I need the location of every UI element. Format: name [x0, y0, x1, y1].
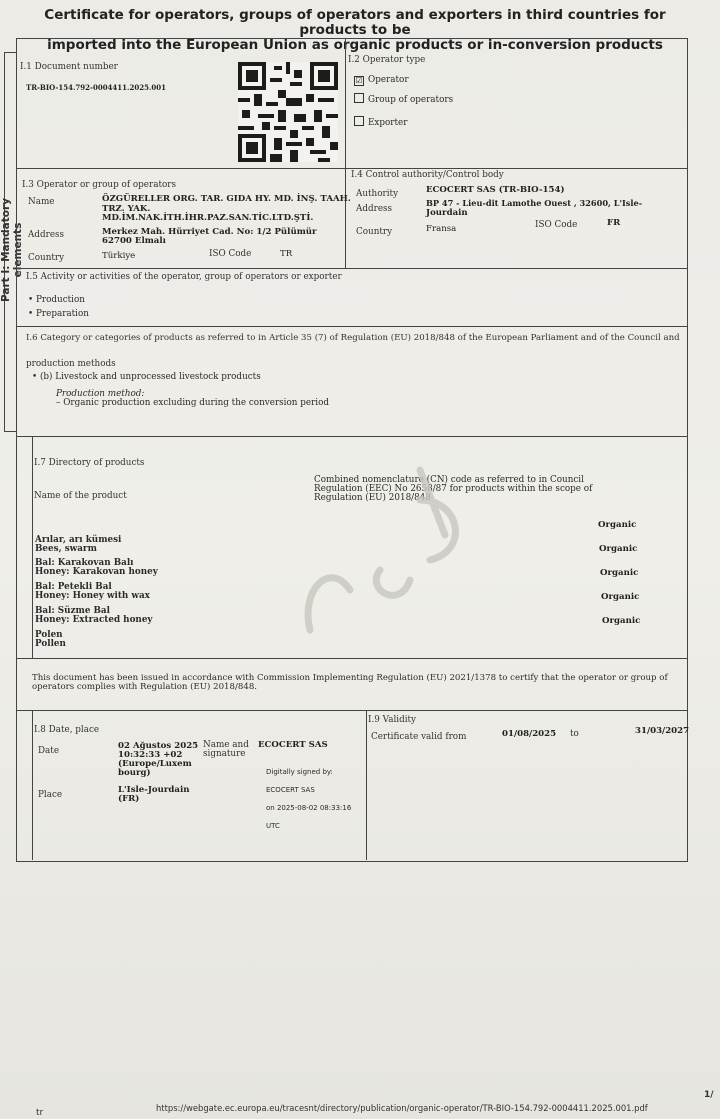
activity-item: • Production	[28, 295, 85, 305]
column-product-name: Name of the product	[34, 491, 127, 501]
product-row: Polen Pollen	[35, 630, 66, 649]
valid-from: 01/08/2025	[502, 729, 557, 739]
product-status: Organic	[599, 544, 638, 554]
authority-iso: FR	[607, 218, 621, 228]
issue-date: 02 Ağustos 2025 10:32:33 +02 (Europe/Luxem bourg)	[118, 741, 199, 778]
production-method-value: – Organic production excluding during the conversion period	[56, 398, 330, 408]
operator-type-option-2[interactable]: Exporter	[354, 116, 407, 128]
document-title: Certificate for operators, groups of operators and exporters in third countries for products to be imported into the European Union as organic products or in-conversion products	[44, 7, 666, 53]
watermark-stamp	[270, 440, 490, 660]
side-label: Part I: Mandatory elements	[0, 198, 24, 302]
operator-section-label: I.3 Operator or group of operators	[22, 180, 177, 190]
document-number-label: I.1 Document number	[20, 62, 118, 72]
operator-type-option-0[interactable]: ☑ Operator	[355, 75, 409, 85]
certification-statement: This document has been issued in accordance with Commission Implementing Regulation (EU) 2021/1378 to certify that the operator or group of operators complies with Regulation (EU) 2018/848.	[32, 673, 668, 692]
product-status: Organic	[602, 616, 641, 626]
product-status: Organic	[601, 592, 640, 602]
checkbox-icon	[354, 116, 364, 126]
operator-type-option-1[interactable]: Group of operators	[354, 93, 453, 105]
footer-url[interactable]: https://webgate.ec.europa.eu/tracesnt/directory/publication/organic-operator/TR-BIO-154.792-0004411.2025.001.pdf	[156, 1103, 648, 1113]
digital-signature: Digitally signed by: ECOCERT SAS on 2025-08-02 08:33:16 UTC	[266, 768, 352, 830]
product-row: Bal: Petekli Bal Honey: Honey with wax	[35, 582, 150, 601]
validity-label: I.9 Validity	[368, 715, 417, 725]
signature-label: Name and signature	[203, 740, 249, 759]
checkbox-icon	[354, 93, 364, 103]
product-row: Bal: Karakovan Balı Honey: Karakovan honey	[35, 558, 158, 577]
product-status: Organic	[600, 568, 639, 578]
footer-left-mark: tr	[36, 1108, 44, 1118]
activity-item: • Preparation	[28, 309, 89, 319]
directory-label: I.7 Directory of products	[34, 458, 145, 468]
page-number: 1/	[704, 1090, 714, 1100]
qr-code	[238, 62, 338, 162]
signature-value: ECOCERT SAS	[258, 740, 328, 750]
valid-to: 31/03/2027	[635, 726, 690, 736]
product-row: Arılar, arı kümesi Bees, swarm	[35, 535, 122, 554]
category-value: • (b) Livestock and unprocessed livestock products	[32, 372, 261, 382]
column-cn-code: Combined nomenclature (CN) code as referred to in Council Regulation (EEC) No 2658/87 for products within the scope of Regulation (EU) 2018/848	[314, 475, 593, 503]
category-label: I.6 Category or categories of products as referred to in Article 35 (7) of Regulation (EU) 2018/848 of the European Parliament and of the Council and	[26, 333, 680, 343]
activity-label: I.5 Activity or activities of the operator, group of operators or exporter	[26, 272, 342, 282]
authority-value: ECOCERT SAS (TR-BIO-154)	[426, 185, 565, 195]
issue-place: L'Isle-Jourdain (FR)	[118, 785, 190, 804]
product-status: Organic	[598, 520, 637, 530]
authority-address: BP 47 - Lieu-dit Lamothe Ouest , 32600, L'Isle-	[426, 198, 643, 208]
document-number: TR-BIO-154.792-0004411.2025.001	[26, 83, 167, 92]
operator-type-label: I.2 Operator type	[348, 55, 426, 65]
checkbox-checked-icon: ☑	[355, 76, 363, 85]
date-place-label: I.8 Date, place	[34, 725, 100, 735]
operator-iso: TR	[280, 249, 293, 259]
authority-country: Fransa	[426, 224, 457, 234]
production-method-label: Production method:	[56, 389, 145, 399]
operator-name: ÖZGÜRELLER ORG. TAR. GIDA HY. MD. İNŞ. TAAH.	[102, 194, 351, 204]
operator-address: Merkez Mah. Hürriyet Cad. No: 1/2 Pülümür	[102, 227, 317, 237]
product-row: Bal: Süzme Bal Honey: Extracted honey	[35, 606, 153, 625]
operator-country: Türkiye	[102, 251, 136, 261]
certificate-page: Certificate for operators, groups of operators and exporters in third countries for products to be imported into the European Union as organic products or in-conversion products Part I: Mandatory elements I.1 Document number TR-BIO-154.792-0004411.2025.001 I.2 Operator type ☑ Operator Group of operators Exporter I.3 Operator or group of operators Name ÖZGÜRELLER ORG. TAR. GIDA HY. MD. İNŞ. TAAH. TRZ. YAK. MD.İM.NAK.İTH.İHR.PAZ.SAN.TİC.LTD.ŞTİ. Address Merkez Mah. Hürriyet Cad. No: 1/2 Pülümür 62700 Elmalı Country Türkiye ISO Code TR I.4 Control authority/Control body Authority ECOCERT SAS (TR-BIO-154) Address BP 47 - Lieu-dit Lamothe Ouest , 32600, L'Isle- Jourdain Country Fransa ISO Code FR I.5 Activity or activities of the operator, group of operators or exporter • Production • Preparation I.6 Category or categories of products as referred to in Article 35 (7) of Regulation (EU) 2018/848 of the European Parliament and of the Council and production methods • (b) Livestock and unprocessed livestock products Production method: – Organic production excluding during the conversion period I.7 Directory of products Name of the product Combined nomenclature (CN) code as referred to in Council Regulation (EEC) No 2658/87 for products within the scope of Regulation (EU) 2018/848 Organic Organic Organic Organic Organic Arılar, arı kümesi Bees, swarm Bal: Karakovan Balı Honey: Karakovan honey Bal: Petekli Bal Honey: Honey with wax Bal: Süzme Bal Honey: Extracted honey Polen Pollen This document has been issued in accordance with Commission Implementing Regulation (EU) 2021/1378 to certify that the operator or group of operators complies with Regulation (EU) 2018/848. I.8 Date, place Date 02 Ağustos 2025 10:32:33 +02 (Europe/Luxem bourg) Name and signature ECOCERT SAS Digitally signed by: ECOCERT SAS on 2025-08-02 08:33:16 UTC Place L'Isle-Jourdain (FR) I.9 Validity Certificate valid from 01/08/2025 to 31/03/2027 https://webgate.ec.europa.eu/tracesnt/directory/publication/organic-operator/TR-BIO-154.792-0004411.2025.001.pdf 1/ tr	[0, 0, 720, 1119]
control-body-label: I.4 Control authority/Control body	[351, 170, 504, 180]
